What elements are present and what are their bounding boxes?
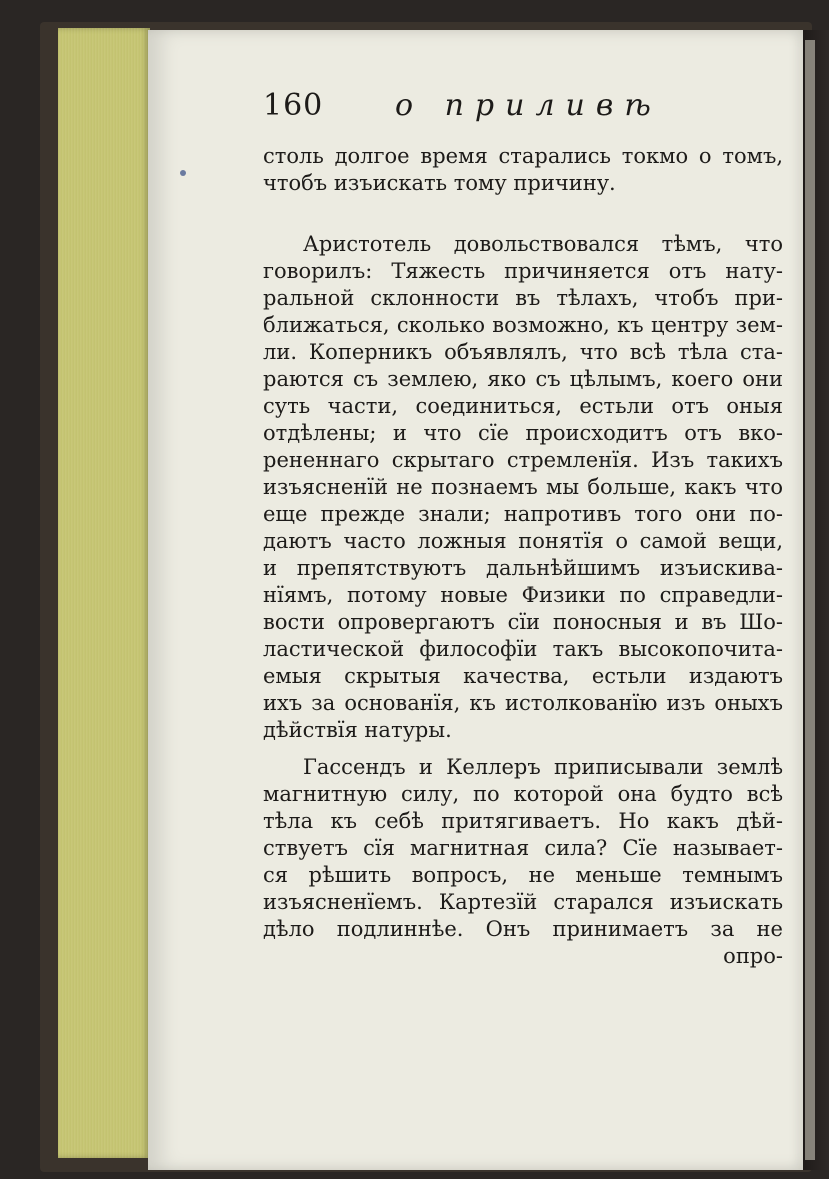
ink-spot xyxy=(180,170,186,176)
text-line: даютъ часто ложныя понятїя о самой вещи, xyxy=(263,529,783,553)
text-line: изъясненїемъ. Картезїй старался изъискать xyxy=(263,890,783,914)
paragraph-gap xyxy=(263,744,783,754)
text-line: ластической философїи такъ высокопочита- xyxy=(263,637,783,661)
text-line: столь долгое время старались токмо о томъ, xyxy=(263,144,783,168)
text-line: суть части, соединиться, естьли отъ оныя xyxy=(263,394,783,418)
page-number: 160 xyxy=(263,88,324,123)
page-header xyxy=(263,88,783,124)
paragraph-gap xyxy=(263,197,783,231)
page-edges xyxy=(58,28,150,1158)
text-line: еще прежде знали; напротивъ того они по- xyxy=(263,502,783,526)
text-line: рененнаго скрытаго стремленїя. Изъ такихъ xyxy=(263,448,783,472)
text-line: и препятствуютъ дальнѣйшимъ изъискива- xyxy=(263,556,783,580)
text-line: ся рѣшить вопросъ, не меньше темнымъ xyxy=(263,863,783,887)
text-line: нїямъ, потому новые Физики по справедли- xyxy=(263,583,783,607)
text-line: ральной склонности въ тѣлахъ, чтобъ при- xyxy=(263,286,783,310)
text-line: ствуетъ сїя магнитная сила? Сїе называет- xyxy=(263,836,783,860)
next-page-edge xyxy=(805,40,815,1160)
text-line: ли. Коперникъ объявлялъ, что всѣ тѣла ста- xyxy=(263,340,783,364)
text-line: ихъ за основанїя, къ истолкованїю изъ оныхъ xyxy=(263,691,783,715)
text-line: раются съ землею, яко съ цѣлымъ, коего они xyxy=(263,367,783,391)
text-line: чтобъ изъискать тому причину. xyxy=(263,171,616,195)
text-line: дѣло подлиннѣе. Онъ принимаетъ за не xyxy=(263,917,783,941)
running-title: о приливѣ xyxy=(395,88,662,123)
text-line: тѣла къ себѣ притягиваетъ. Но какъ дѣй- xyxy=(263,809,783,833)
text-line: отдѣлены; и что сїе происходитъ отъ вко- xyxy=(263,421,783,445)
body-text xyxy=(263,143,783,970)
text-line: емыя скрытыя качества, естьли издаютъ xyxy=(263,664,783,688)
text-line: ближаться, сколько возможно, къ центру зем- xyxy=(263,313,783,337)
text-line: магнитную силу, по которой она будто всѣ xyxy=(263,782,783,806)
text-line: изъясненїй не познаемъ мы больше, какъ что xyxy=(263,475,783,499)
catchword: опро- xyxy=(723,944,783,968)
text-line: Гассендъ и Келлеръ приписывали землѣ xyxy=(303,755,783,779)
text-line: Аристотель довольствовался тѣмъ, что xyxy=(303,232,783,256)
text-line: говорилъ: Тяжесть причиняется отъ нату- xyxy=(263,259,783,283)
text-line: дѣйствїя натуры. xyxy=(263,718,452,742)
text-line: вости опровергаютъ сїи поносныя и въ Шо- xyxy=(263,610,783,634)
